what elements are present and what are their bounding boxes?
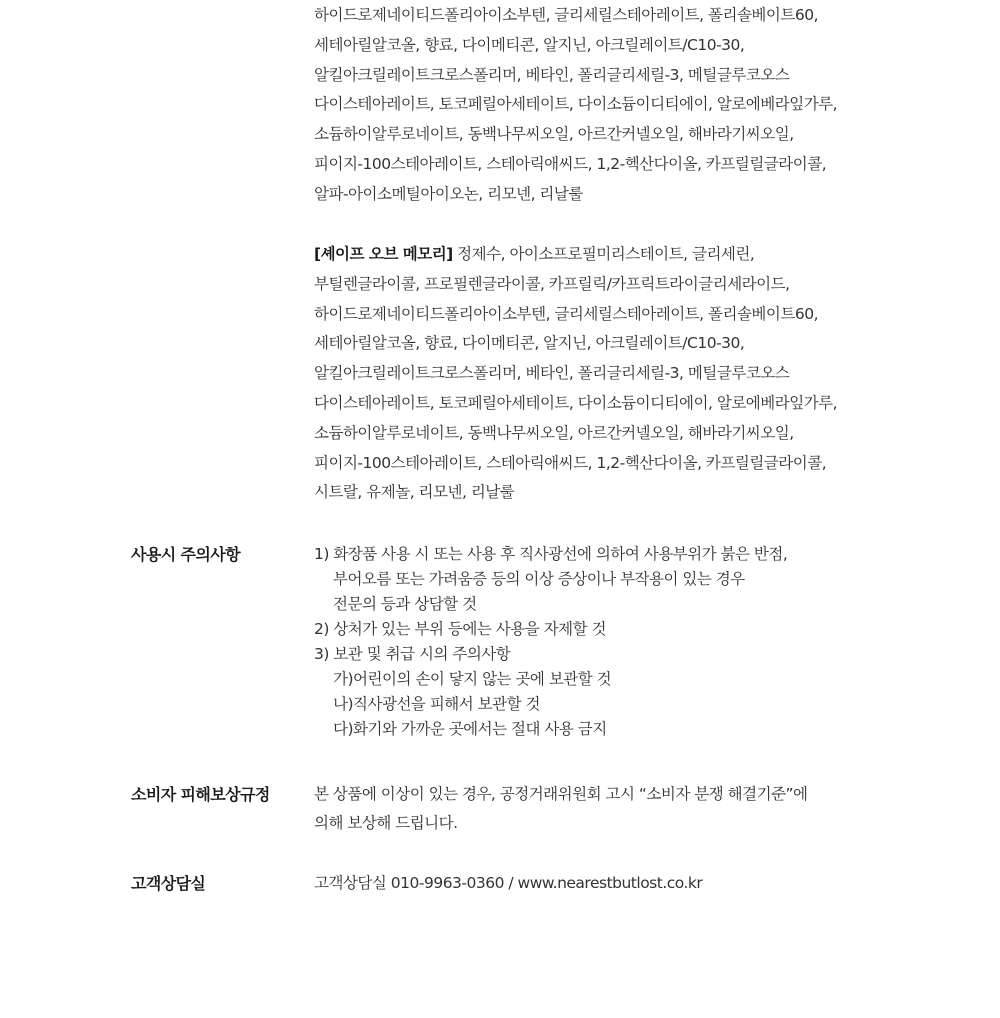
ingredient-line: 시트랄, 유제놀, 리모넨, 리날룰 [314,483,515,502]
ingredients-first-block [314,1,974,210]
contact-content [314,871,974,896]
precaution-line: 2) 상처가 있는 부위 등에는 사용을 자제할 것 [314,620,606,638]
precaution-line: 1) 화장품 사용 시 또는 사용 후 직사광선에 의하여 사용부위가 붉은 반점, [314,545,788,563]
contact-info: 고객상담실 010-9963-0360 / www.nearestbutlost.co.kr [314,874,703,892]
ingredient-line: 세테아릴알코올, 향료, 다이메티콘, 알지닌, 아크릴레이트/C10-30, [314,334,745,353]
ingredient-line: 피이지-100스테아레이트, 스테아릭애씨드, 1,2-헥산다이올, 카프릴릴글라이콜, [314,154,827,173]
compensation-label: 소비자 피해보상규정 [131,785,270,804]
precautions-label: 사용시 주의사항 [131,545,240,564]
ingredient-line: 세테아릴알코올, 향료, 다이메티콘, 알지닌, 아크릴레이트/C10-30, [314,35,745,54]
contact-label: 고객상담실 [131,874,206,893]
ingredient-line: 하이드로제네이티드폴리아이소부텐, 글리세릴스테아레이트, 폴리솔베이트60, [314,6,818,24]
product-name-heading: [셰이프 오브 메모리] [314,245,453,263]
ingredient-line: 하이드로제네이티드폴리아이소부텐, 글리세릴스테아레이트, 폴리솔베이트60, [314,304,818,323]
compensation-content [314,782,974,836]
ingredient-line: 소듐하이알루로네이트, 동백나무씨오일, 아르간커넬오일, 해바라기씨오일, [314,125,794,144]
ingredient-line: 알킬아크릴레이트크로스폴리머, 베타인, 폴리글리세릴-3, 메틸글루코오스 [314,364,790,383]
precaution-line: 부어오름 또는 가려움증 등의 이상 증상이나 부작용이 있는 경우 [333,570,745,588]
ingredient-line: 피이지-100스테아레이트, 스테아릭애씨드, 1,2-헥산다이올, 카프릴릴글라이콜, [314,453,827,472]
ingredient-line: 부틸렌글라이콜, 프로필렌글라이콜, 카프릴릭/카프릭트라이글리세라이드, [314,274,790,293]
precaution-line: 3) 보관 및 취급 시의 주의사항 [314,645,511,663]
precaution-line: 나)직사광선을 피해서 보관할 것 [333,695,540,713]
precautions-content [314,542,974,742]
ingredient-line: 알파-아이소메틸아이오논, 리모넨, 리날룰 [314,184,583,203]
ingredient-line: 다이스테아레이트, 토코페릴아세테이트, 다이소듐이디티에이, 알로에베라잎가루, [314,393,838,412]
compensation-line: 본 상품에 이상이 있는 경우, 공정거래위원회 고시 “소비자 분쟁 해결기준”에 [314,785,808,803]
ingredient-line-rest: 정제수, 아이소프로필미리스테이트, 글리세린, [452,245,755,263]
ingredient-line: 알킬아크릴레이트크로스폴리머, 베타인, 폴리글리세릴-3, 메틸글루코오스 [314,65,790,84]
precaution-line: 가)어린이의 손이 닿지 않는 곳에 보관할 것 [333,670,612,688]
ingredients-second-block [314,240,974,508]
precaution-line: 다)화기와 가까운 곳에서는 절대 사용 금지 [333,720,607,738]
ingredient-line: 다이스테아레이트, 토코페릴아세테이트, 다이소듐이디티에이, 알로에베라잎가루, [314,95,838,114]
precaution-line: 전문의 등과 상담할 것 [333,595,477,613]
ingredient-line: 소듐하이알루로네이트, 동백나무씨오일, 아르간커넬오일, 해바라기씨오일, [314,423,794,442]
compensation-line: 의해 보상해 드립니다. [314,814,458,832]
ingredient-line [314,240,974,270]
